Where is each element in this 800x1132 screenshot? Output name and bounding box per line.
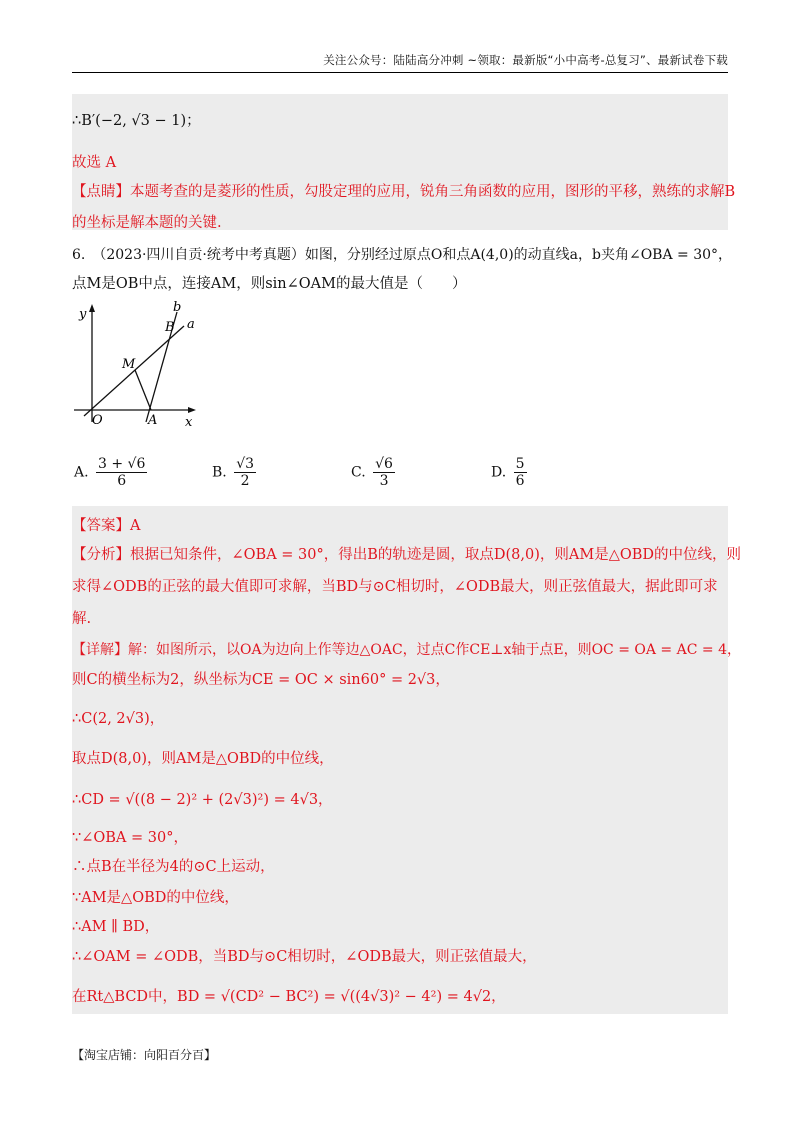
step-2: 取点D(8,0)，则AM是△OBD的中位线， xyxy=(72,751,334,767)
option-b-fraction xyxy=(234,456,256,489)
label-point-b: B xyxy=(165,320,175,335)
option-b xyxy=(212,456,259,489)
header-rule xyxy=(72,72,728,73)
option-c-fraction xyxy=(373,456,395,489)
step-9: 在Rt△BCD中，BD = √(CD² − BC²) = √((4√3)² − 4²) = 4√2， xyxy=(72,989,506,1005)
comment-tag: 【点睛】 xyxy=(72,184,130,200)
option-d-numerator: 5 xyxy=(515,456,525,472)
option-c-label: C. xyxy=(351,464,366,481)
step-5: ∴点B在半径为4的⊙C上运动， xyxy=(72,859,275,875)
step-7: ∴AM ∥ BD， xyxy=(72,919,160,935)
analysis-tag: 【分析】 xyxy=(72,547,130,563)
question-line-2: 点M是OB中点，连接AM，则sin∠OAM的最大值是（ ） xyxy=(72,276,467,292)
option-d xyxy=(491,456,530,489)
comment-text-1: 本题考查的是菱形的性质，勾股定理的应用，锐角三角函数的应用，图形的平移，熟练的求解B xyxy=(130,184,736,200)
analysis-line-2: 求得∠ODB的正弦的最大值即可求解，当BD与⊙C相切时，∠ODB最大，则正弦值最大，据此即可求 xyxy=(72,579,718,595)
x-arrow xyxy=(188,407,196,413)
detail-text-1: 解：如图所示，以OA为边向上作等边△OAC，过点C作CE⊥x轴于点E，则OC = OA = AC = 4， xyxy=(128,642,741,658)
label-o: O xyxy=(92,413,103,428)
option-b-denominator: 2 xyxy=(240,473,250,489)
option-c-numerator: √6 xyxy=(375,456,393,472)
option-a xyxy=(74,456,150,489)
step-6: ∵AM是△OBD的中位线， xyxy=(72,890,239,906)
question-line-1: 6. （2023·四川自贡·统考中考真题）如图，分别经过原点O和点A(4,0)的动直线a，b夹角∠OBA = 30°， xyxy=(72,247,733,263)
label-a: A xyxy=(148,413,158,428)
label-x: x xyxy=(185,415,193,430)
question-figure xyxy=(72,298,204,430)
y-arrow xyxy=(89,304,95,312)
step-3: ∴CD = √((8 − 2)² + (2√3)²) = 4√3， xyxy=(72,792,333,808)
option-c xyxy=(351,456,398,489)
detail-line-1 xyxy=(72,639,741,659)
answer-tag: 【答案】 xyxy=(72,518,130,534)
option-c-denominator: 3 xyxy=(379,473,389,489)
option-d-denominator: 6 xyxy=(515,473,525,489)
label-m: M xyxy=(122,357,136,372)
segment-am xyxy=(135,370,151,410)
answer-value: A xyxy=(130,518,141,534)
detail-tag: 【详解】 xyxy=(72,642,128,658)
label-line-a: a xyxy=(187,317,195,332)
option-a-label: A. xyxy=(74,464,89,481)
option-b-label: B. xyxy=(212,464,227,481)
option-a-numerator: 3 + √6 xyxy=(98,456,146,472)
analysis-line-3: 解. xyxy=(72,611,92,627)
option-b-numerator: √3 xyxy=(236,456,255,472)
choose-line: 故选 A xyxy=(72,155,117,171)
therefore-b-line: ∴B′(−2, √3 − 1)； xyxy=(72,113,201,129)
step-8: ∴∠OAM = ∠ODB，当BD与⊙C相切时，∠ODB最大，则正弦值最大， xyxy=(72,949,537,965)
comment-line-2: 的坐标是解本题的关键. xyxy=(72,215,222,231)
option-a-denominator: 6 xyxy=(117,473,127,489)
analysis-text-1: 根据已知条件，∠OBA = 30°，得出B的轨迹是圆，取点D(8,0)，则AM是△OBD的中位线，则 xyxy=(130,547,742,563)
label-line-b: b xyxy=(173,300,182,315)
option-d-fraction xyxy=(514,456,527,489)
detail-line-2: 则C的横坐标为2，纵坐标为CE = OC × sin60° = 2√3， xyxy=(72,672,450,688)
analysis-line-1 xyxy=(72,543,741,564)
comment-line-1 xyxy=(72,180,735,201)
option-d-label: D. xyxy=(491,464,507,481)
page-header: 关注公众号：陆陆高分冲刺 ~领取：最新版“小中高考-总复习”、最新试卷下载 xyxy=(323,53,728,67)
option-a-fraction xyxy=(96,456,147,489)
step-1: ∴C(2, 2√3)， xyxy=(72,711,165,727)
page-footer: 【淘宝店铺：向阳百分百】 xyxy=(72,1048,217,1062)
answer-line xyxy=(72,514,140,535)
step-4: ∵∠OBA = 30°， xyxy=(72,830,188,846)
label-y: y xyxy=(79,307,87,322)
